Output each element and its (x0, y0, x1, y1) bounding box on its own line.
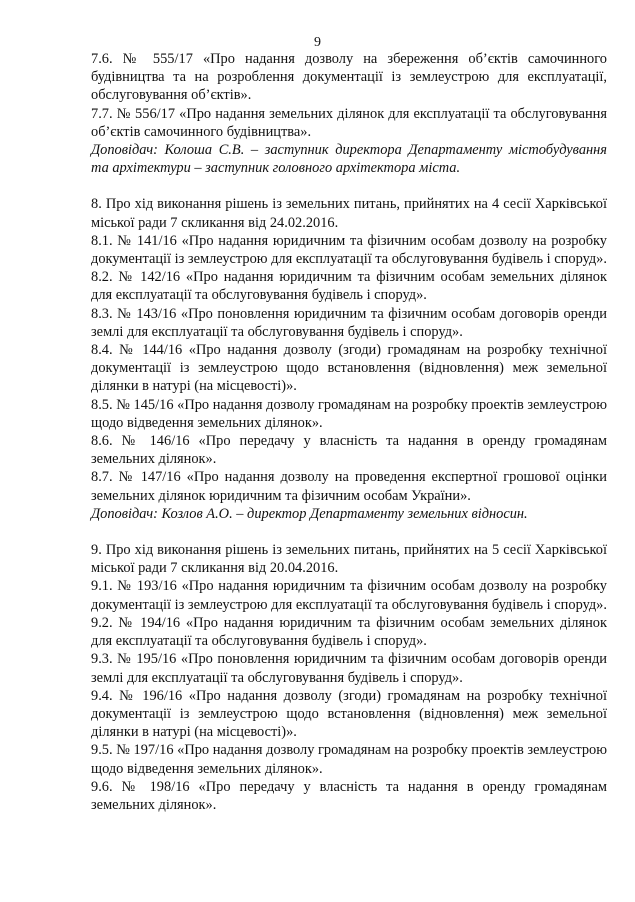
item-7-7: 7.7. № 556/17 «Про надання земельних ділянок для експлуатації та обслуговування об’єктів самочинного будівництва». (91, 105, 607, 140)
item-8-4: 8.4. № 144/16 «Про надання дозволу (згоди) громадянам на розробку технічної документації із землеустрою щодо встановлення (відновлення) меж земельної ділянки в натурі (на місцевості)». (91, 342, 607, 395)
item-9-3: 9.3. № 195/16 «Про поновлення юридичним та фізичним особам договорів оренди землі для експлуатації та обслуговування будівель і споруд». (91, 651, 607, 686)
item-7-6: 7.6. № 555/17 «Про надання дозволу на збереження об’єктів самочинного будівництва та на розроблення документації із землеустрою для експлуатації, обслуговування об’єктів». (91, 51, 607, 104)
item-9-6: 9.6. № 198/16 «Про передачу у власність та надання в оренду громадянам земельних ділянок». (91, 778, 607, 813)
item-9-4: 9.4. № 196/16 «Про надання дозволу (згоди) громадянам на розробку технічної документації із землеустрою щодо встановлення (відновлення) меж земельної ділянки в натурі (на місцевості)». (91, 687, 607, 741)
speaker-section-8: Доповідач: Козлов А.О. – директор Департаменту земельних відносин. (91, 505, 528, 522)
item-8-1: 8.1. № 141/16 «Про надання юридичним та фізичним особам дозволу на розробку документації із землеустрою для експлуатації та обслуговування будівель і споруд». (91, 232, 607, 268)
item-8-2: 8.2. № 142/16 «Про надання юридичним та фізичним особам земельних ділянок для експлуатації та обслуговування будівель і споруд». (91, 269, 607, 304)
item-8-7: 8.7. № 147/16 «Про надання дозволу на проведення експертної грошової оцінки земельних ділянок юридичним та фізичним особам України». (91, 469, 607, 504)
speaker-section-7: Доповідач: Колоша С.В. – заступник директора Департаменту містобудування та архітектури – заступник головного архітектора міста. (91, 142, 607, 177)
item-9-2: 9.2. № 194/16 «Про надання юридичним та фізичним особам земельних ділянок для експлуатації та обслуговування будівель і споруд». (91, 614, 607, 650)
item-8-6: 8.6. № 146/16 «Про передачу у власність та надання в оренду громадянам земельних ділянок». (91, 433, 607, 468)
item-8-5: 8.5. № 145/16 «Про надання дозволу громадянам на розробку проектів землеустрою щодо відведення земельних ділянок». (91, 396, 607, 431)
section-8-heading: 8. Про хід виконання рішень із земельних питань, прийнятих на 4 сесії Харківської міської ради 7 скликання від 24.02.2016. (91, 196, 607, 231)
section-9-heading: 9. Про хід виконання рішень із земельних питань, прийнятих на 5 сесії Харківської міської ради 7 скликання від 20.04.2016. (91, 542, 607, 577)
item-9-5: 9.5. № 197/16 «Про надання дозволу громадянам на розробку проектів землеустрою щодо відведення земельних ділянок». (91, 742, 607, 777)
document-body (91, 50, 607, 814)
item-8-3: 8.3. № 143/16 «Про поновлення юридичним та фізичним особам договорів оренди землі для експлуатації та обслуговування будівель і споруд». (91, 305, 607, 340)
item-9-1: 9.1. № 193/16 «Про надання юридичним та фізичним особам дозволу на розробку документації із землеустрою для експлуатації та обслуговування будівель і споруд». (91, 578, 607, 613)
page-number: 9 (314, 35, 321, 50)
